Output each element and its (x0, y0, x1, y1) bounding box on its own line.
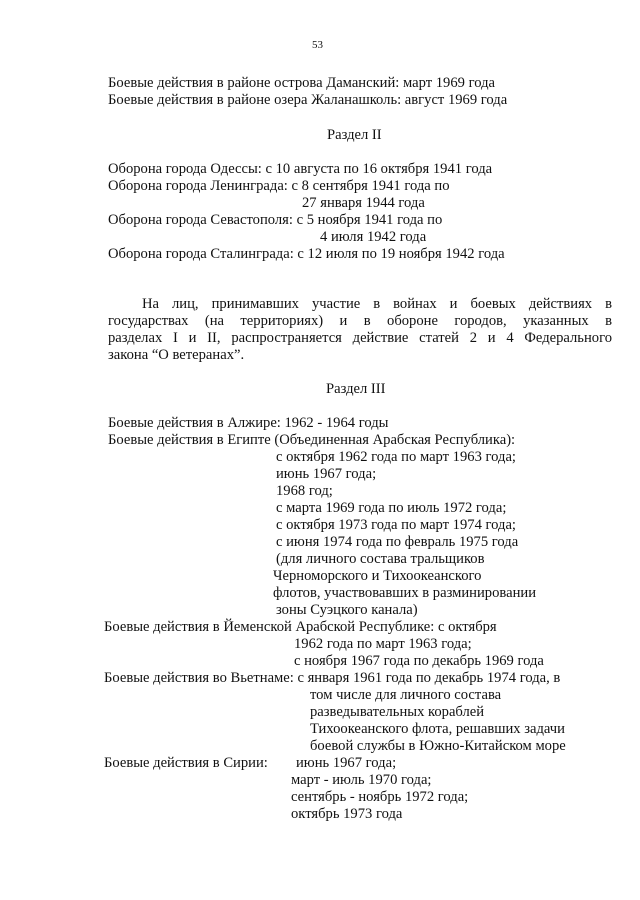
section3-heading: Раздел III (326, 381, 386, 397)
egypt-period: Черноморского и Тихоокеанского (273, 568, 482, 584)
section2-line: Оборона города Сталинграда: с 12 июля по 19 ноября 1942 года (108, 246, 505, 262)
section2-line: 4 июля 1942 года (320, 229, 427, 245)
syria-period: сентябрь - ноябрь 1972 года; (291, 789, 469, 805)
algeria-line: Боевые действия в Алжире: 1962 - 1964 годы (108, 415, 389, 431)
section1-line: Боевые действия в районе острова Даманский: март 1969 года (108, 75, 495, 91)
egypt-title: Боевые действия в Египте (Объединенная Арабская Республика): (108, 432, 516, 448)
vietnam-period: боевой службы в Южно-Китайском море (310, 738, 566, 754)
syria-period: март - июль 1970 года; (291, 772, 432, 788)
egypt-period: (для личного состава тральщиков (276, 551, 485, 567)
yemen-period: с ноября 1967 года по декабрь 1969 года (294, 653, 544, 669)
paragraph-line: государствах (на территориях) и в обороне городов, указанных в (108, 313, 612, 329)
syria-period: июнь 1967 года; (296, 755, 397, 771)
section2-line: Оборона города Одессы: с 10 августа по 16 октября 1941 года (108, 161, 493, 177)
egypt-period: с октября 1973 года по март 1974 года; (276, 517, 516, 533)
vietnam-period: разведывательных кораблей (310, 704, 485, 720)
section1-line: Боевые действия в районе озера Жаланашколь: август 1969 года (108, 92, 508, 108)
page-number: 53 (312, 39, 323, 51)
egypt-period: с октября 1962 года по март 1963 года; (276, 449, 516, 465)
yemen-period: 1962 года по март 1963 года; (294, 636, 472, 652)
egypt-period: с июня 1974 года по февраль 1975 года (276, 534, 519, 550)
paragraph-line: закона “О ветеранах”. (108, 347, 245, 363)
egypt-period: июнь 1967 года; (276, 466, 377, 482)
yemen-title: Боевые действия в Йеменской Арабской Республике: с октября (104, 619, 497, 635)
syria-title: Боевые действия в Сирии: (104, 755, 268, 771)
vietnam-period: том числе для личного состава (310, 687, 502, 703)
paragraph-line: На лиц, принимавших участие в войнах и боевых действиях в (142, 296, 612, 312)
egypt-period: флотов, участвовавших в разминировании (273, 585, 537, 601)
egypt-period: 1968 год; (276, 483, 333, 499)
section2-heading: Раздел II (327, 127, 382, 143)
section2-line: 27 января 1944 года (302, 195, 425, 211)
syria-period: октябрь 1973 года (291, 806, 403, 822)
paragraph-line: разделах I и II, распространяется действие статей 2 и 4 Федерального (108, 330, 612, 346)
section2-line: Оборона города Ленинграда: с 8 сентября 1941 года по (108, 178, 450, 194)
vietnam-title: Боевые действия во Вьетнаме: с января 1961 года по декабрь 1974 года, в (104, 670, 561, 686)
vietnam-period: Тихоокеанского флота, решавших задачи (310, 721, 565, 737)
egypt-period: зоны Суэцкого канала) (276, 602, 418, 618)
section2-line: Оборона города Севастополя: с 5 ноября 1941 года по (108, 212, 443, 228)
egypt-period: с марта 1969 года по июль 1972 года; (276, 500, 507, 516)
